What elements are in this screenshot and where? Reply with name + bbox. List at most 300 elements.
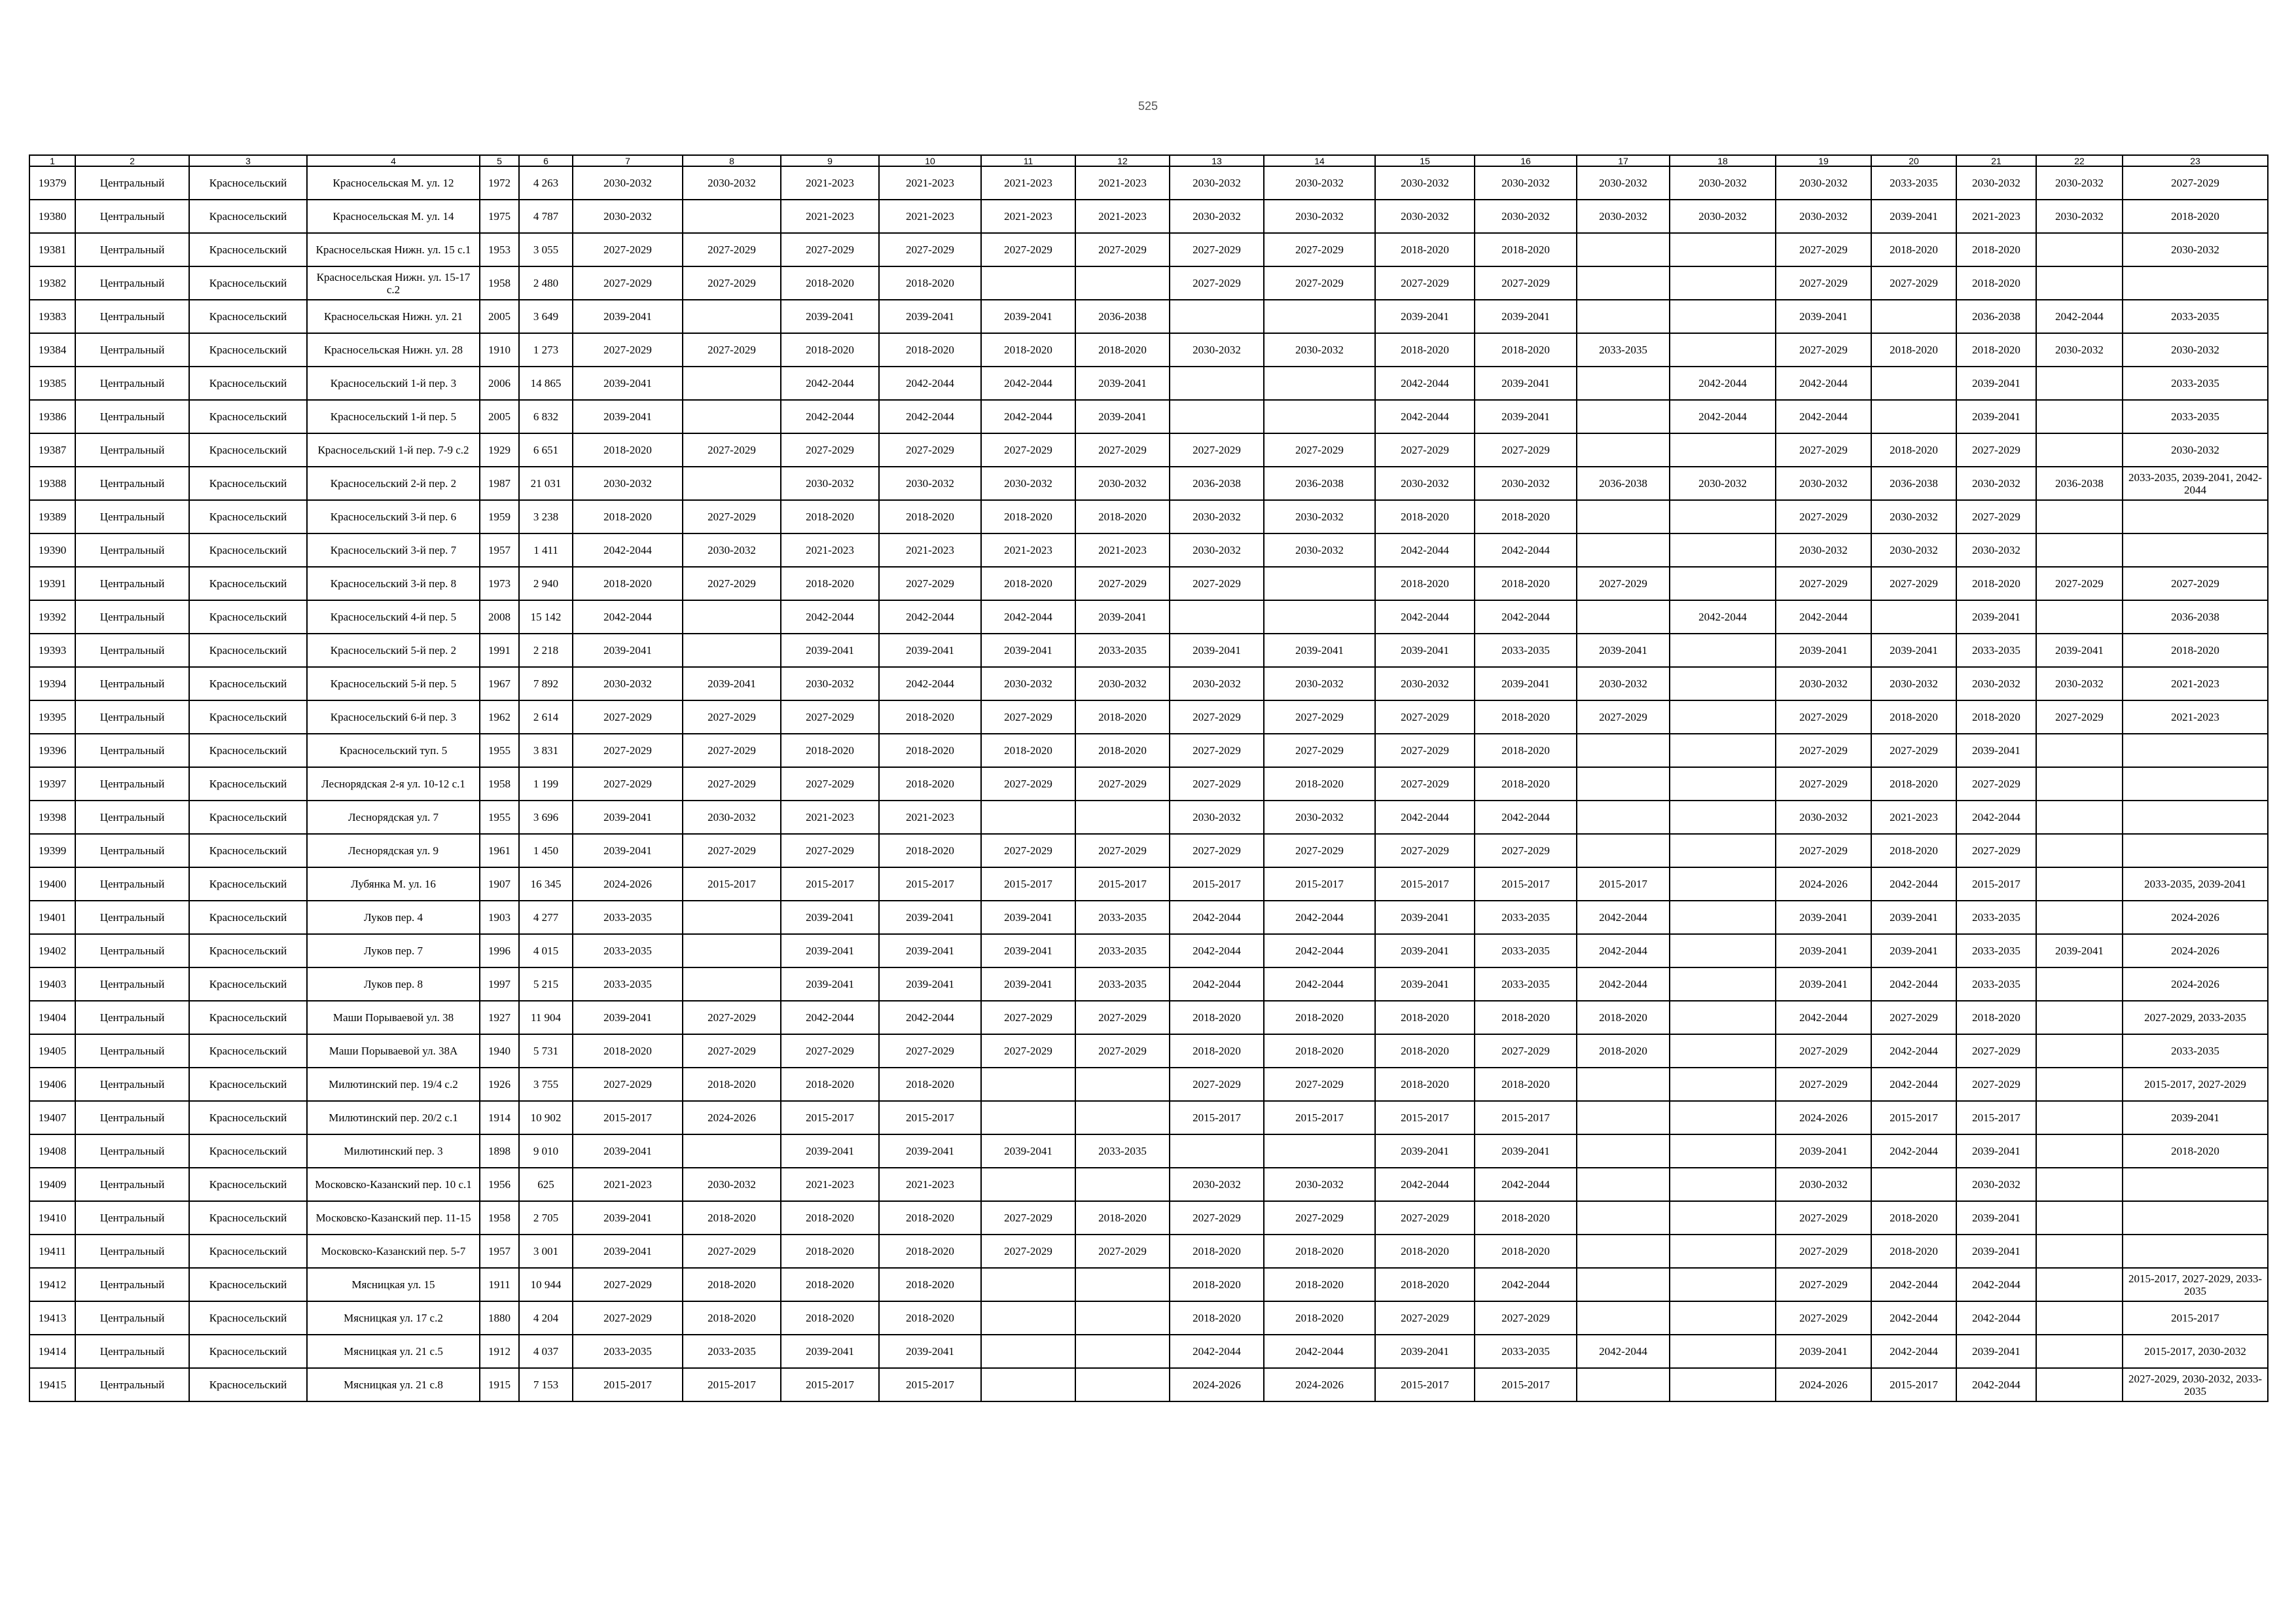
period-cell: 2021-2023	[981, 166, 1075, 200]
period-cell: 2018-2020	[1475, 567, 1577, 600]
okrug-cell: Центральный	[75, 1001, 189, 1034]
period-cell: 2042-2044	[1475, 1168, 1577, 1201]
period-cell: 2018-2020	[1577, 1034, 1670, 1068]
okrug-cell: Центральный	[75, 367, 189, 400]
period-cell: 2027-2029	[1170, 567, 1264, 600]
period-cell: 2042-2044	[1375, 600, 1475, 634]
period-cell: 2030-2032	[683, 1168, 781, 1201]
period-cell: 2030-2032	[1776, 200, 1871, 233]
period-cell	[1577, 400, 1670, 433]
period-cell	[2036, 801, 2123, 834]
period-cell: 2024-2026	[1776, 1368, 1871, 1401]
period-cell: 2015-2017	[573, 1368, 683, 1401]
record-id-cell: 19391	[29, 567, 75, 600]
okrug-cell: Центральный	[75, 233, 189, 266]
period-cell: 2027-2029	[1075, 567, 1170, 600]
period-cell	[1577, 834, 1670, 867]
period-cell: 2042-2044	[1375, 367, 1475, 400]
period-cell	[1075, 1368, 1170, 1401]
okrug-cell: Центральный	[75, 700, 189, 734]
address-cell: Красносельский 1-й пер. 3	[307, 367, 480, 400]
period-cell: 2027-2029	[683, 233, 781, 266]
period-cell	[1577, 1168, 1670, 1201]
period-cell: 2030-2032	[2036, 200, 2123, 233]
period-cell: 2018-2020	[879, 834, 981, 867]
period-cell: 2042-2044	[1871, 1268, 1956, 1301]
period-cell	[1871, 300, 1956, 333]
column-number-header: 7	[573, 155, 683, 166]
period-cell: 2021-2023	[2123, 700, 2268, 734]
okrug-cell: Центральный	[75, 200, 189, 233]
area-cell: 11 904	[519, 1001, 573, 1034]
period-cell: 2027-2029	[1075, 1034, 1170, 1068]
period-cell: 2015-2017	[1375, 867, 1475, 901]
period-cell: 2018-2020	[1075, 1201, 1170, 1235]
period-cell	[1871, 1168, 1956, 1201]
period-cell	[1075, 1101, 1170, 1134]
period-cell: 2042-2044	[2036, 300, 2123, 333]
period-cell	[1577, 1101, 1670, 1134]
area-cell: 4 037	[519, 1335, 573, 1368]
period-cell: 2027-2029	[1170, 767, 1264, 801]
period-cell: 2042-2044	[879, 600, 981, 634]
period-cell: 2027-2029	[1871, 567, 1956, 600]
address-cell: Луков пер. 7	[307, 934, 480, 967]
period-cell: 2027-2029	[981, 1001, 1075, 1034]
period-cell	[2123, 266, 2268, 300]
period-cell	[1577, 1201, 1670, 1235]
period-cell: 2030-2032	[1776, 467, 1871, 500]
period-cell	[1670, 967, 1776, 1001]
period-cell: 2024-2026	[1776, 1101, 1871, 1134]
period-cell: 2039-2041	[879, 1134, 981, 1168]
period-cell: 2018-2020	[1871, 333, 1956, 367]
period-cell: 2018-2020	[1264, 1268, 1375, 1301]
period-cell: 2027-2029	[1776, 834, 1871, 867]
period-cell: 2030-2032	[1475, 166, 1577, 200]
period-cell: 2042-2044	[1871, 1301, 1956, 1335]
period-cell: 2030-2032	[1375, 667, 1475, 700]
period-cell: 2039-2041	[573, 834, 683, 867]
record-id-cell: 19410	[29, 1201, 75, 1235]
period-cell: 2042-2044	[1871, 1335, 1956, 1368]
period-cell: 2042-2044	[1871, 867, 1956, 901]
period-cell: 2018-2020	[573, 500, 683, 533]
period-cell: 2027-2029	[1170, 233, 1264, 266]
period-cell: 2027-2029	[1871, 1001, 1956, 1034]
period-cell: 2027-2029	[1170, 834, 1264, 867]
period-cell: 2018-2020	[1475, 1068, 1577, 1101]
period-cell: 2042-2044	[879, 1001, 981, 1034]
period-cell: 2027-2029	[1475, 1034, 1577, 1068]
table-row	[29, 567, 2268, 600]
period-cell: 2018-2020	[1170, 1301, 1264, 1335]
period-cell: 2039-2041	[879, 967, 981, 1001]
okrug-cell: Центральный	[75, 1068, 189, 1101]
period-cell	[2036, 1101, 2123, 1134]
period-cell: 2027-2029	[981, 767, 1075, 801]
district-cell: Красносельский	[189, 1168, 307, 1201]
period-cell	[1670, 1201, 1776, 1235]
period-cell: 2039-2041	[879, 934, 981, 967]
period-cell: 2027-2029	[2123, 166, 2268, 200]
period-cell: 2027-2029	[573, 734, 683, 767]
table-row	[29, 667, 2268, 700]
period-cell: 2027-2029	[1776, 1268, 1871, 1301]
period-cell: 2042-2044	[1776, 1001, 1871, 1034]
table-row	[29, 1201, 2268, 1235]
address-cell: Маши Порываевой ул. 38А	[307, 1034, 480, 1068]
period-cell: 2027-2029	[1264, 1201, 1375, 1235]
period-cell: 2030-2032	[683, 801, 781, 834]
period-cell: 2018-2020	[879, 333, 981, 367]
period-cell: 2027-2029	[981, 1235, 1075, 1268]
okrug-cell: Центральный	[75, 533, 189, 567]
record-id-cell: 19394	[29, 667, 75, 700]
period-cell: 2039-2041	[879, 901, 981, 934]
record-id-cell: 19390	[29, 533, 75, 567]
period-cell	[1670, 1335, 1776, 1368]
record-id-cell: 19398	[29, 801, 75, 834]
table-row	[29, 967, 2268, 1001]
period-cell: 2030-2032	[1577, 166, 1670, 200]
period-cell: 2027-2029	[1170, 266, 1264, 300]
period-cell: 2027-2029	[1776, 700, 1871, 734]
period-cell	[1264, 367, 1375, 400]
period-cell: 2042-2044	[1670, 600, 1776, 634]
period-cell: 2027-2029	[683, 767, 781, 801]
period-cell: 2039-2041	[1776, 1335, 1871, 1368]
period-cell: 2018-2020	[1475, 1235, 1577, 1268]
address-cell: Леснорядская 2-я ул. 10-12 с.1	[307, 767, 480, 801]
period-cell: 2018-2020	[981, 734, 1075, 767]
period-cell: 2027-2029	[573, 700, 683, 734]
period-cell: 2027-2029	[683, 1001, 781, 1034]
address-cell: Красносельский 3-й пер. 6	[307, 500, 480, 533]
period-cell: 2030-2032	[1264, 333, 1375, 367]
period-cell: 2030-2032	[2123, 233, 2268, 266]
period-cell: 2030-2032	[1776, 801, 1871, 834]
period-cell: 2018-2020	[781, 567, 879, 600]
period-cell: 2018-2020	[879, 700, 981, 734]
period-cell: 2027-2029	[683, 700, 781, 734]
period-cell: 2027-2029	[879, 233, 981, 266]
period-cell: 2027-2029	[683, 500, 781, 533]
period-cell: 2018-2020	[781, 1301, 879, 1335]
table-row	[29, 1368, 2268, 1401]
period-cell	[1670, 1368, 1776, 1401]
okrug-cell: Центральный	[75, 433, 189, 467]
build-year-cell: 1972	[480, 166, 519, 200]
table-row	[29, 367, 2268, 400]
period-cell: 2039-2041	[1375, 967, 1475, 1001]
period-cell	[1670, 667, 1776, 700]
period-cell: 2021-2023	[879, 200, 981, 233]
period-cell: 2027-2029	[1264, 433, 1375, 467]
period-cell: 2030-2032	[573, 667, 683, 700]
table-row	[29, 934, 2268, 967]
period-cell: 2027-2029	[1871, 266, 1956, 300]
record-id-cell: 19392	[29, 600, 75, 634]
period-cell: 2042-2044	[1375, 400, 1475, 433]
district-cell: Красносельский	[189, 1134, 307, 1168]
period-cell: 2039-2041	[1956, 1335, 2036, 1368]
period-cell: 2033-2035	[1475, 901, 1577, 934]
period-cell	[2123, 834, 2268, 867]
column-number-header: 2	[75, 155, 189, 166]
period-cell: 2030-2032	[1375, 200, 1475, 233]
address-cell: Лубянка М. ул. 16	[307, 867, 480, 901]
period-cell	[2036, 734, 2123, 767]
period-cell: 2021-2023	[781, 200, 879, 233]
period-cell: 2030-2032	[1776, 1168, 1871, 1201]
period-cell: 2033-2035	[1956, 634, 2036, 667]
period-cell: 2027-2029	[1375, 1201, 1475, 1235]
area-cell: 4 787	[519, 200, 573, 233]
district-cell: Красносельский	[189, 634, 307, 667]
district-cell: Красносельский	[189, 166, 307, 200]
period-cell: 2018-2020	[879, 767, 981, 801]
period-cell: 2033-2035	[1075, 1134, 1170, 1168]
period-cell: 2030-2032	[781, 667, 879, 700]
period-cell: 2018-2020	[879, 500, 981, 533]
period-cell: 2018-2020	[1475, 700, 1577, 734]
build-year-cell: 1953	[480, 233, 519, 266]
period-cell	[1670, 1101, 1776, 1134]
period-cell: 2018-2020	[1475, 1001, 1577, 1034]
period-cell: 2042-2044	[781, 400, 879, 433]
period-cell: 2018-2020	[573, 433, 683, 467]
period-cell	[683, 400, 781, 433]
period-cell: 2030-2032	[1871, 533, 1956, 567]
period-cell: 2027-2029	[1170, 1068, 1264, 1101]
period-cell	[1075, 1168, 1170, 1201]
address-cell: Милютинский пер. 20/2 с.1	[307, 1101, 480, 1134]
area-cell: 2 940	[519, 567, 573, 600]
build-year-cell: 1958	[480, 266, 519, 300]
okrug-cell: Центральный	[75, 567, 189, 600]
period-cell: 2027-2029	[573, 266, 683, 300]
period-cell: 2027-2029	[2036, 567, 2123, 600]
period-cell: 2039-2041	[1776, 634, 1871, 667]
record-id-cell: 19413	[29, 1301, 75, 1335]
table-row	[29, 1101, 2268, 1134]
area-cell: 2 218	[519, 634, 573, 667]
page-number: 525	[1138, 99, 1158, 113]
table-row	[29, 433, 2268, 467]
address-cell: Мясницкая ул. 17 с.2	[307, 1301, 480, 1335]
period-cell: 2015-2017	[1871, 1101, 1956, 1134]
period-cell: 2039-2041	[573, 801, 683, 834]
period-cell: 2030-2032	[1075, 667, 1170, 700]
period-cell: 2039-2041	[1075, 367, 1170, 400]
address-cell: Красносельская Нижн. ул. 15-17 с.2	[307, 266, 480, 300]
district-cell: Красносельский	[189, 1068, 307, 1101]
period-cell	[2123, 1201, 2268, 1235]
period-cell: 2027-2029	[1375, 1301, 1475, 1335]
record-id-cell: 19379	[29, 166, 75, 200]
build-year-cell: 1959	[480, 500, 519, 533]
period-cell: 2018-2020	[781, 266, 879, 300]
address-cell: Красносельский 6-й пер. 3	[307, 700, 480, 734]
period-cell: 2021-2023	[981, 533, 1075, 567]
period-cell	[1670, 834, 1776, 867]
period-cell	[2036, 433, 2123, 467]
period-cell: 2027-2029	[1475, 433, 1577, 467]
period-cell: 2027-2029	[1956, 1068, 2036, 1101]
period-cell: 2042-2044	[1871, 1068, 1956, 1101]
period-cell: 2018-2020	[1956, 1001, 2036, 1034]
period-cell: 2018-2020	[1075, 500, 1170, 533]
period-cell: 2027-2029	[781, 700, 879, 734]
period-cell: 2018-2020	[981, 333, 1075, 367]
period-cell: 2039-2041	[573, 634, 683, 667]
period-cell	[1577, 1068, 1670, 1101]
table-row	[29, 533, 2268, 567]
period-cell: 2018-2020	[683, 1268, 781, 1301]
district-cell: Красносельский	[189, 467, 307, 500]
period-cell: 2027-2029	[1577, 567, 1670, 600]
build-year-cell: 1987	[480, 467, 519, 500]
period-cell: 2039-2041	[1475, 667, 1577, 700]
period-cell: 2039-2041	[1577, 634, 1670, 667]
period-cell: 2018-2020	[781, 1268, 879, 1301]
district-cell: Красносельский	[189, 934, 307, 967]
period-cell	[981, 1335, 1075, 1368]
period-cell: 2036-2038	[1577, 467, 1670, 500]
period-cell	[2036, 967, 2123, 1001]
period-cell: 2042-2044	[1170, 934, 1264, 967]
period-cell	[1577, 734, 1670, 767]
address-cell: Милютинский пер. 19/4 с.2	[307, 1068, 480, 1101]
period-cell: 2039-2041	[1956, 400, 2036, 433]
period-cell: 2021-2023	[2123, 667, 2268, 700]
period-cell: 2027-2029	[1170, 1201, 1264, 1235]
table-row	[29, 1335, 2268, 1368]
period-cell: 2030-2032	[981, 467, 1075, 500]
record-id-cell: 19384	[29, 333, 75, 367]
column-number-header: 4	[307, 155, 480, 166]
period-cell: 2018-2020	[1170, 1235, 1264, 1268]
address-cell: Маши Порываевой ул. 38	[307, 1001, 480, 1034]
district-cell: Красносельский	[189, 967, 307, 1001]
area-cell: 10 902	[519, 1101, 573, 1134]
period-cell	[1670, 433, 1776, 467]
period-cell	[981, 1368, 1075, 1401]
period-cell: 2036-2038	[2123, 600, 2268, 634]
period-cell: 2027-2029	[1776, 233, 1871, 266]
area-cell: 7 153	[519, 1368, 573, 1401]
period-cell: 2039-2041	[1956, 600, 2036, 634]
period-cell	[1670, 901, 1776, 934]
period-cell: 2042-2044	[1264, 934, 1375, 967]
period-cell: 2018-2020	[1075, 333, 1170, 367]
district-cell: Красносельский	[189, 1335, 307, 1368]
area-cell: 6 832	[519, 400, 573, 433]
record-id-cell: 19397	[29, 767, 75, 801]
build-year-cell: 1957	[480, 1235, 519, 1268]
period-cell: 2027-2029	[1375, 266, 1475, 300]
period-cell: 2015-2017	[1264, 867, 1375, 901]
period-cell: 2039-2041	[1375, 934, 1475, 967]
period-cell: 2036-2038	[1264, 467, 1375, 500]
period-cell: 2027-2029	[683, 567, 781, 600]
okrug-cell: Центральный	[75, 1134, 189, 1168]
record-id-cell: 19408	[29, 1134, 75, 1168]
build-year-cell: 1996	[480, 934, 519, 967]
period-cell	[2036, 367, 2123, 400]
period-cell: 2030-2032	[1475, 467, 1577, 500]
period-cell: 2027-2029	[981, 433, 1075, 467]
period-cell: 2030-2032	[1075, 467, 1170, 500]
record-id-cell: 19402	[29, 934, 75, 967]
record-id-cell: 19393	[29, 634, 75, 667]
okrug-cell: Центральный	[75, 901, 189, 934]
period-cell	[2036, 834, 2123, 867]
period-cell: 2033-2035	[1475, 634, 1577, 667]
period-cell: 2015-2017	[879, 867, 981, 901]
period-cell	[1170, 300, 1264, 333]
period-cell: 2015-2017	[981, 867, 1075, 901]
build-year-cell: 1975	[480, 200, 519, 233]
area-cell: 6 651	[519, 433, 573, 467]
okrug-cell: Центральный	[75, 734, 189, 767]
address-cell: Мясницкая ул. 21 с.5	[307, 1335, 480, 1368]
period-cell: 2039-2041	[1871, 901, 1956, 934]
period-cell: 2039-2041	[981, 934, 1075, 967]
period-cell: 2021-2023	[1871, 801, 1956, 834]
period-cell	[1670, 233, 1776, 266]
period-cell: 2030-2032	[1170, 200, 1264, 233]
table-row	[29, 1134, 2268, 1168]
period-cell	[1577, 1368, 1670, 1401]
record-id-cell: 19400	[29, 867, 75, 901]
table-row	[29, 1034, 2268, 1068]
period-cell: 2030-2032	[1264, 533, 1375, 567]
period-cell	[981, 801, 1075, 834]
period-cell	[1577, 500, 1670, 533]
period-cell: 2042-2044	[573, 533, 683, 567]
period-cell: 2015-2017	[781, 1368, 879, 1401]
period-cell: 2018-2020	[683, 1201, 781, 1235]
period-cell	[2123, 734, 2268, 767]
district-cell: Красносельский	[189, 734, 307, 767]
okrug-cell: Центральный	[75, 1168, 189, 1201]
period-cell: 2015-2017	[1475, 867, 1577, 901]
column-number-header: 19	[1776, 155, 1871, 166]
address-cell: Леснорядская ул. 7	[307, 801, 480, 834]
period-cell	[2036, 266, 2123, 300]
period-cell: 2027-2029	[1956, 834, 2036, 867]
build-year-cell: 1955	[480, 734, 519, 767]
period-cell: 2027-2029	[573, 767, 683, 801]
period-cell: 2027-2029	[2123, 567, 2268, 600]
period-cell: 2030-2032	[1475, 200, 1577, 233]
period-cell: 2027-2029	[879, 433, 981, 467]
okrug-cell: Центральный	[75, 634, 189, 667]
period-cell	[1264, 1134, 1375, 1168]
period-cell: 2030-2032	[1375, 166, 1475, 200]
period-cell: 2021-2023	[781, 801, 879, 834]
okrug-cell: Центральный	[75, 1201, 189, 1235]
address-cell: Красносельский 5-й пер. 5	[307, 667, 480, 700]
period-cell: 2027-2029	[2036, 700, 2123, 734]
column-number-header: 9	[781, 155, 879, 166]
address-cell: Красносельский 1-й пер. 5	[307, 400, 480, 433]
period-cell	[2036, 1201, 2123, 1235]
okrug-cell: Центральный	[75, 1101, 189, 1134]
address-cell: Красносельский 5-й пер. 2	[307, 634, 480, 667]
